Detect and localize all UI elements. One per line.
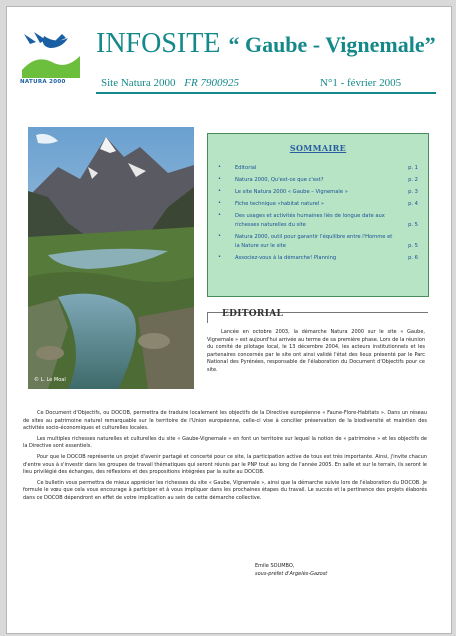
title-subtitle: “ Gaube - Vignemale” [228,32,436,57]
title-main: INFOSITE [96,28,221,59]
header-rule [96,92,436,94]
signature [255,562,327,578]
signature-name: Emile SOUMBO, [255,563,295,569]
sommaire-item[interactable]: • Natura 2000, Qu'est-ce que c'est? p. 2 [218,176,418,183]
editorial-heading: EDITORIAL [222,309,284,319]
signature-role: sous-préfet d'Argelès-Gazost [255,571,328,577]
sommaire-box [207,133,429,297]
site-info [101,77,239,89]
editorial-paragraph: Pour que le DOCOB représente un projet d'avenir partagé et concerté pour ce site, la participation active de tous est très importante. Ainsi, j'invite chacun d'entre vous à s'investir dans les groupes de travail thématiques qui seront réunis par le PNP tout au long de l'année 2005. En salle et sur le terrain, ils seront le lieu privilégié des échanges, des réflexions et des propositions intégrées par la suite au DOCOB. [23,454,427,476]
site-code: FR 7900925 [184,77,239,89]
mountain-photo [28,127,194,389]
issue-info: N°1 - février 2005 [320,77,402,89]
editorial-intro [207,329,425,377]
logo-caption: NATURA 2000 [20,79,66,85]
editorial-paragraph: Les multiples richesses naturelles et culturelles du site « Gaube-Vignemale » en font un territoire sur lequel la notion de « patrimoine » et les objectifs de la Directive sont essentiels. [23,435,427,450]
natura-2000-logo [16,26,86,84]
photo-credit: © L. Le Moal [34,377,66,383]
sommaire-item[interactable]: • Des usages et activités humaines liés de longue date aux richesses naturelles du site p. 5 [218,212,418,228]
editorial-paragraph: Ce Document d'Objectifs, ou DOCOB, permettra de traduire localement les objectifs de la Directive européenne « Faune-Flore-Habitats ». Dans un réseau de sites au patrimoine naturel remarquable sur le territoire de l'Union européenne, celle-ci vise à concilier préservation de la biodiversité et maintien des activités socio-économiques et culturelles locales. [23,410,427,431]
sommaire-list [218,164,418,263]
bulletin-title [96,28,436,60]
sommaire-item[interactable]: • Le site Natura 2000 « Gaube – Vignemale » p. 3 [218,188,418,195]
editorial-paragraph: Ce bulletin vous permettra de mieux apprécier les richesses du site « Gaube, Vignemale », ainsi que la démarche suivie lors de l'élaboration du DOCOB. Je formule le vœu que cela vous encourage à participer et à vous impliquer dans les prochaines étapes du travail. Le succès et la pertinence des projets élaborés dans ce DOCOB dépendront en effet de votre implication au sein de cette démarche collective. [23,479,427,501]
sommaire-item[interactable]: • Editorial p. 1 [218,164,418,171]
sommaire-title: SOMMAIRE [289,143,347,153]
sommaire-item[interactable]: • Fiche technique «habitat naturel » p. 4 [218,200,418,207]
site-label: Site Natura 2000 [101,77,176,89]
sommaire-item[interactable]: • Natura 2000, outil pour garantir l'équilibre entre l'Homme et la Nature sur le site p. 5 [218,233,418,249]
sommaire-item[interactable]: • Associez-vous à la démarche! Planning p. 6 [218,254,418,261]
editorial-body [23,410,427,506]
editorial-paragraph: Lancée en octobre 2003, la démarche Natura 2000 sur le site « Gaube, Vignemale » est aujourd'hui arrivée au terme de sa première phase. Lors de la réunion du comité de pilotage local, le 13 décembre 2004, les acteurs institutionnels et les partenaires concernés par le site ont ainsi validé l'état des lieux présenté par le Parc National des Pyrénées, responsable de l'élaboration du Document d'Objectifs pour ce site. [207,329,425,373]
